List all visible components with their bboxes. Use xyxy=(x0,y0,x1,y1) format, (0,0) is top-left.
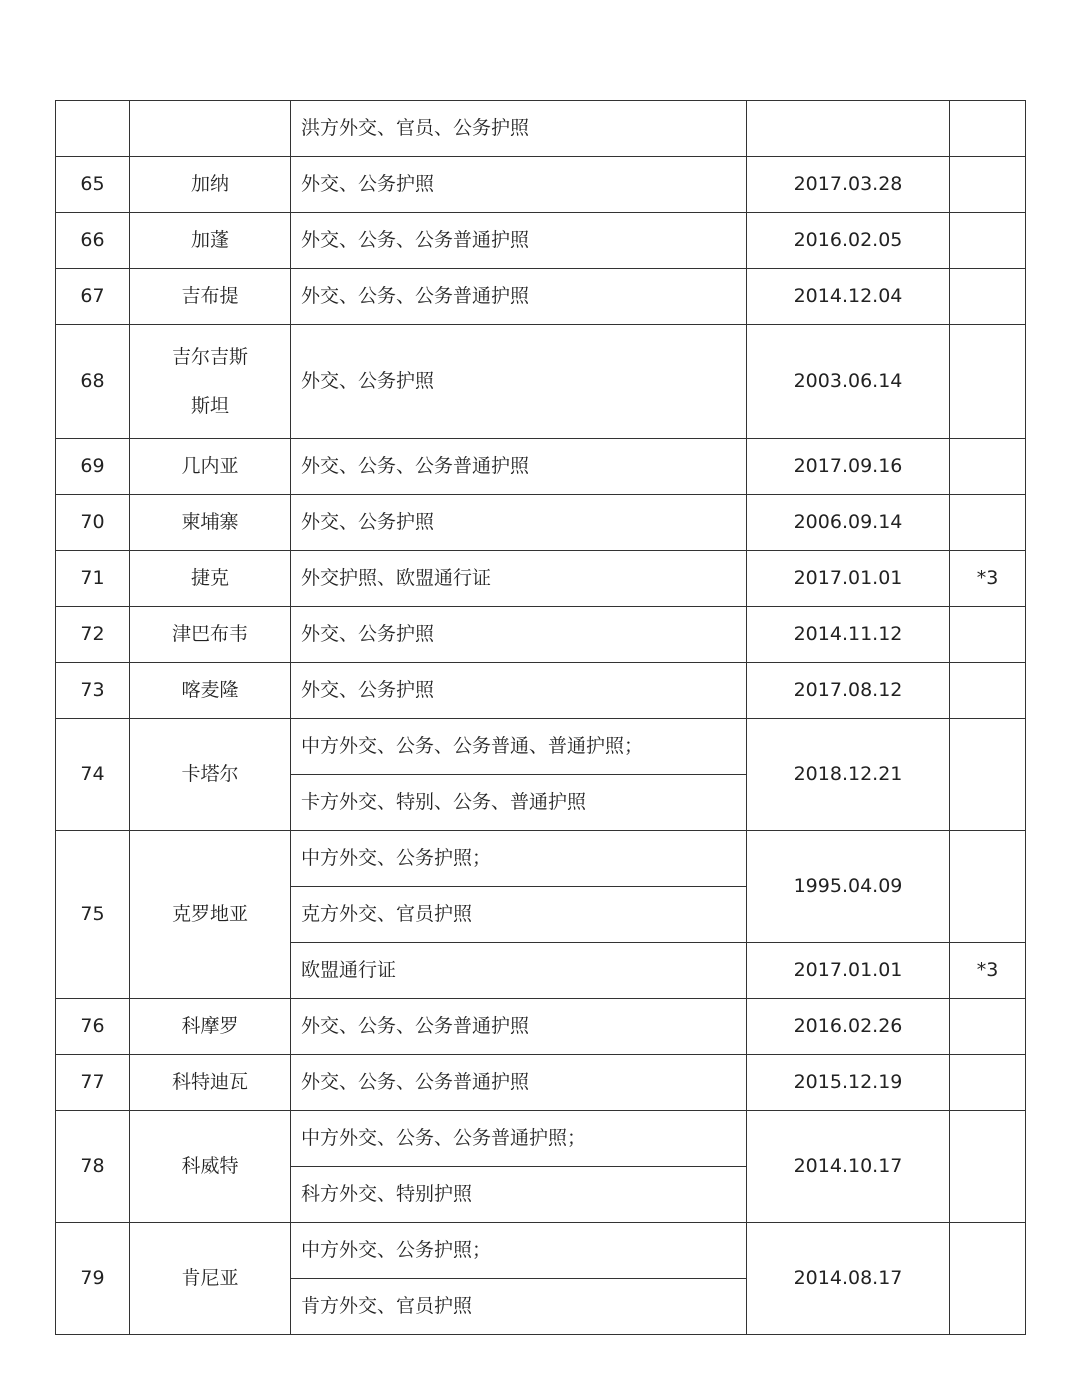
remark xyxy=(950,1055,1026,1111)
table-row xyxy=(56,999,1026,1055)
table-row xyxy=(56,607,1026,663)
passport-types: 克方外交、官员护照 xyxy=(291,887,747,943)
row-number: 76 xyxy=(56,999,130,1055)
table-row xyxy=(56,831,1026,887)
table-row xyxy=(56,269,1026,325)
remark xyxy=(950,157,1026,213)
remark xyxy=(950,1223,1026,1335)
passport-types: 外交、公务、公务普通护照 xyxy=(291,269,747,325)
country-name: 加纳 xyxy=(130,157,291,213)
table-row xyxy=(56,495,1026,551)
passport-types: 外交、公务护照 xyxy=(291,325,747,439)
country-name: 科特迪瓦 xyxy=(130,1055,291,1111)
passport-types: 中方外交、公务护照； xyxy=(291,831,747,887)
table-row xyxy=(56,325,1026,439)
remark xyxy=(950,101,1026,157)
country-name xyxy=(130,101,291,157)
remark xyxy=(950,325,1026,439)
passport-types: 洪方外交、官员、公务护照 xyxy=(291,101,747,157)
table-row xyxy=(56,1223,1026,1279)
effective-date xyxy=(747,101,950,157)
remark xyxy=(950,999,1026,1055)
remark: *3 xyxy=(950,551,1026,607)
table-row xyxy=(56,213,1026,269)
passport-types: 中方外交、公务护照； xyxy=(291,1223,747,1279)
passport-types: 外交、公务、公务普通护照 xyxy=(291,999,747,1055)
remark: *3 xyxy=(950,943,1026,999)
passport-types: 科方外交、特别护照 xyxy=(291,1167,747,1223)
passport-types: 外交、公务护照 xyxy=(291,607,747,663)
passport-types: 中方外交、公务、公务普通护照； xyxy=(291,1111,747,1167)
row-number: 66 xyxy=(56,213,130,269)
country-name: 科威特 xyxy=(130,1111,291,1223)
effective-date: 2006.09.14 xyxy=(747,495,950,551)
table-row xyxy=(56,439,1026,495)
row-number: 73 xyxy=(56,663,130,719)
remark xyxy=(950,269,1026,325)
passport-types: 外交、公务护照 xyxy=(291,495,747,551)
remark xyxy=(950,213,1026,269)
country-name: 肯尼亚 xyxy=(130,1223,291,1335)
row-number: 75 xyxy=(56,831,130,999)
table-row xyxy=(56,663,1026,719)
remark xyxy=(950,495,1026,551)
row-number: 77 xyxy=(56,1055,130,1111)
country-name: 克罗地亚 xyxy=(130,831,291,999)
effective-date: 2017.09.16 xyxy=(747,439,950,495)
country-name: 津巴布韦 xyxy=(130,607,291,663)
remark xyxy=(950,607,1026,663)
remark xyxy=(950,1111,1026,1223)
country-name: 捷克 xyxy=(130,551,291,607)
effective-date: 2016.02.05 xyxy=(747,213,950,269)
country-name xyxy=(130,325,291,439)
effective-date: 2014.11.12 xyxy=(747,607,950,663)
row-number: 79 xyxy=(56,1223,130,1335)
agreement-table xyxy=(55,100,1026,1335)
row-number: 68 xyxy=(56,325,130,439)
effective-date: 2017.01.01 xyxy=(747,551,950,607)
row-number: 74 xyxy=(56,719,130,831)
effective-date: 2015.12.19 xyxy=(747,1055,950,1111)
table-row xyxy=(56,101,1026,157)
table-row xyxy=(56,157,1026,213)
row-number: 78 xyxy=(56,1111,130,1223)
passport-types: 外交护照、欧盟通行证 xyxy=(291,551,747,607)
country-name: 柬埔寨 xyxy=(130,495,291,551)
passport-types: 卡方外交、特别、公务、普通护照 xyxy=(291,775,747,831)
effective-date: 2003.06.14 xyxy=(747,325,950,439)
country-name-line: 斯坦 xyxy=(190,394,229,417)
passport-types: 外交、公务、公务普通护照 xyxy=(291,1055,747,1111)
passport-types: 外交、公务、公务普通护照 xyxy=(291,439,747,495)
row-number: 72 xyxy=(56,607,130,663)
remark xyxy=(950,719,1026,831)
passport-types: 欧盟通行证 xyxy=(291,943,747,999)
passport-types: 中方外交、公务、公务普通、普通护照； xyxy=(291,719,747,775)
country-name: 几内亚 xyxy=(130,439,291,495)
row-number xyxy=(56,101,130,157)
row-number: 67 xyxy=(56,269,130,325)
effective-date: 2018.12.21 xyxy=(747,719,950,831)
remark xyxy=(950,439,1026,495)
effective-date: 2017.03.28 xyxy=(747,157,950,213)
passport-types: 外交、公务护照 xyxy=(291,663,747,719)
country-name: 喀麦隆 xyxy=(130,663,291,719)
passport-types: 外交、公务、公务普通护照 xyxy=(291,213,747,269)
effective-date: 2014.12.04 xyxy=(747,269,950,325)
passport-types: 肯方外交、官员护照 xyxy=(291,1279,747,1335)
country-name-line: 吉尔吉斯 xyxy=(171,345,248,368)
table-row xyxy=(56,719,1026,775)
remark xyxy=(950,663,1026,719)
effective-date: 2014.10.17 xyxy=(747,1111,950,1223)
effective-date: 2017.08.12 xyxy=(747,663,950,719)
table-row xyxy=(56,1055,1026,1111)
effective-date: 2014.08.17 xyxy=(747,1223,950,1335)
effective-date: 2017.01.01 xyxy=(747,943,950,999)
country-name: 科摩罗 xyxy=(130,999,291,1055)
effective-date: 2016.02.26 xyxy=(747,999,950,1055)
country-name: 卡塔尔 xyxy=(130,719,291,831)
country-name: 吉布提 xyxy=(130,269,291,325)
remark xyxy=(950,831,1026,943)
row-number: 69 xyxy=(56,439,130,495)
row-number: 71 xyxy=(56,551,130,607)
country-name: 加蓬 xyxy=(130,213,291,269)
table-row xyxy=(56,1111,1026,1167)
table-row xyxy=(56,551,1026,607)
row-number: 70 xyxy=(56,495,130,551)
effective-date: 1995.04.09 xyxy=(747,831,950,943)
row-number: 65 xyxy=(56,157,130,213)
passport-types: 外交、公务护照 xyxy=(291,157,747,213)
